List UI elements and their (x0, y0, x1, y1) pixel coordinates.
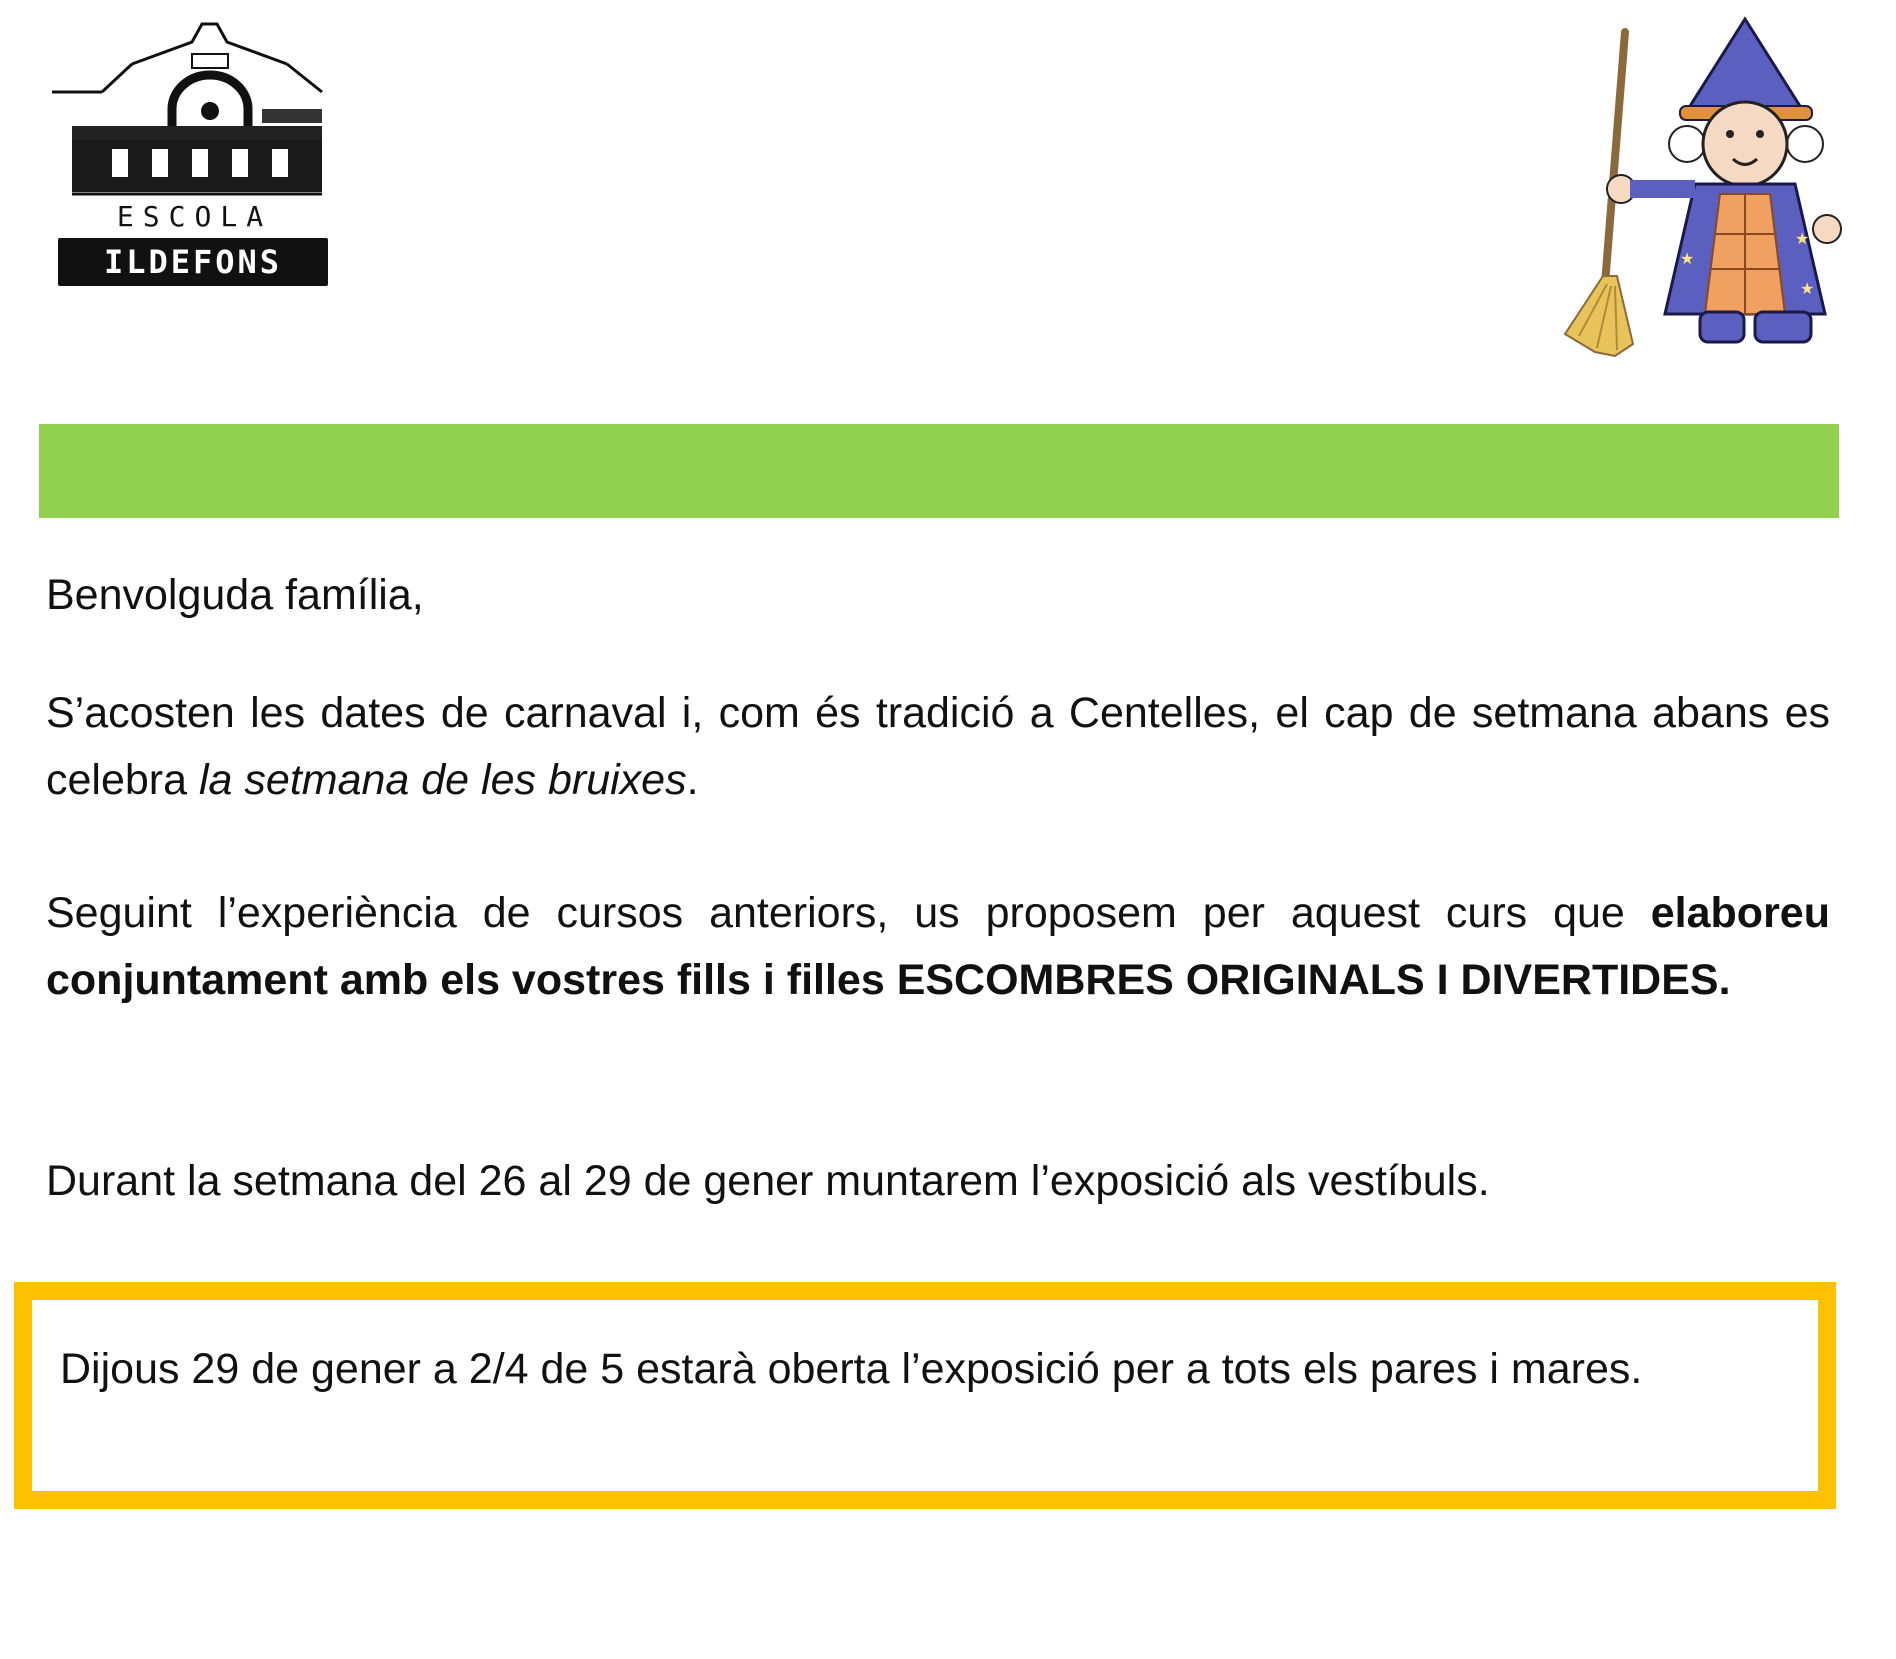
logo-name: ILDEFONS CERDÀ (58, 238, 328, 286)
paragraph-proposal-text: Seguint l’experiència de cursos anteriors, us proposem per aquest curs que (46, 889, 1651, 937)
svg-text:★: ★ (1800, 279, 1815, 298)
school-logo (52, 14, 337, 329)
paragraph-carnival-text: S’acosten les dates de carnaval i, com és tradició a Centelles, el cap de setmana abans es celebra (46, 689, 1830, 804)
paragraph-exhibition-dates: Durant la setmana del 26 al 29 de gener muntarem l’exposició als vestíbuls. (46, 1157, 1490, 1205)
school-building-icon (52, 14, 337, 199)
svg-text:★: ★ (1680, 249, 1695, 268)
highlight-notice-text: Dijous 29 de gener a 2/4 de 5 estarà oberta l’exposició per a tots els pares i mares. (60, 1345, 1643, 1393)
paragraph-carnival (46, 680, 1830, 814)
proposal-emphasis: elaboreu conjuntament amb els vostres fills i filles ESCOMBRES ORIGINALS I DIVERTIDES. (46, 889, 1830, 1004)
greeting: Benvolguda família, (46, 571, 424, 619)
green-header-band (39, 424, 1839, 518)
witches-week-phrase: la setmana de les bruixes (198, 756, 687, 804)
svg-text:★: ★ (1795, 229, 1810, 248)
witch-with-broom-illustration (1555, 14, 1845, 364)
paragraph-carnival-end: . (686, 756, 699, 804)
logo-word: ESCOLA (116, 200, 273, 233)
highlight-notice-box (14, 1282, 1836, 1509)
paragraph-proposal (46, 880, 1830, 1014)
